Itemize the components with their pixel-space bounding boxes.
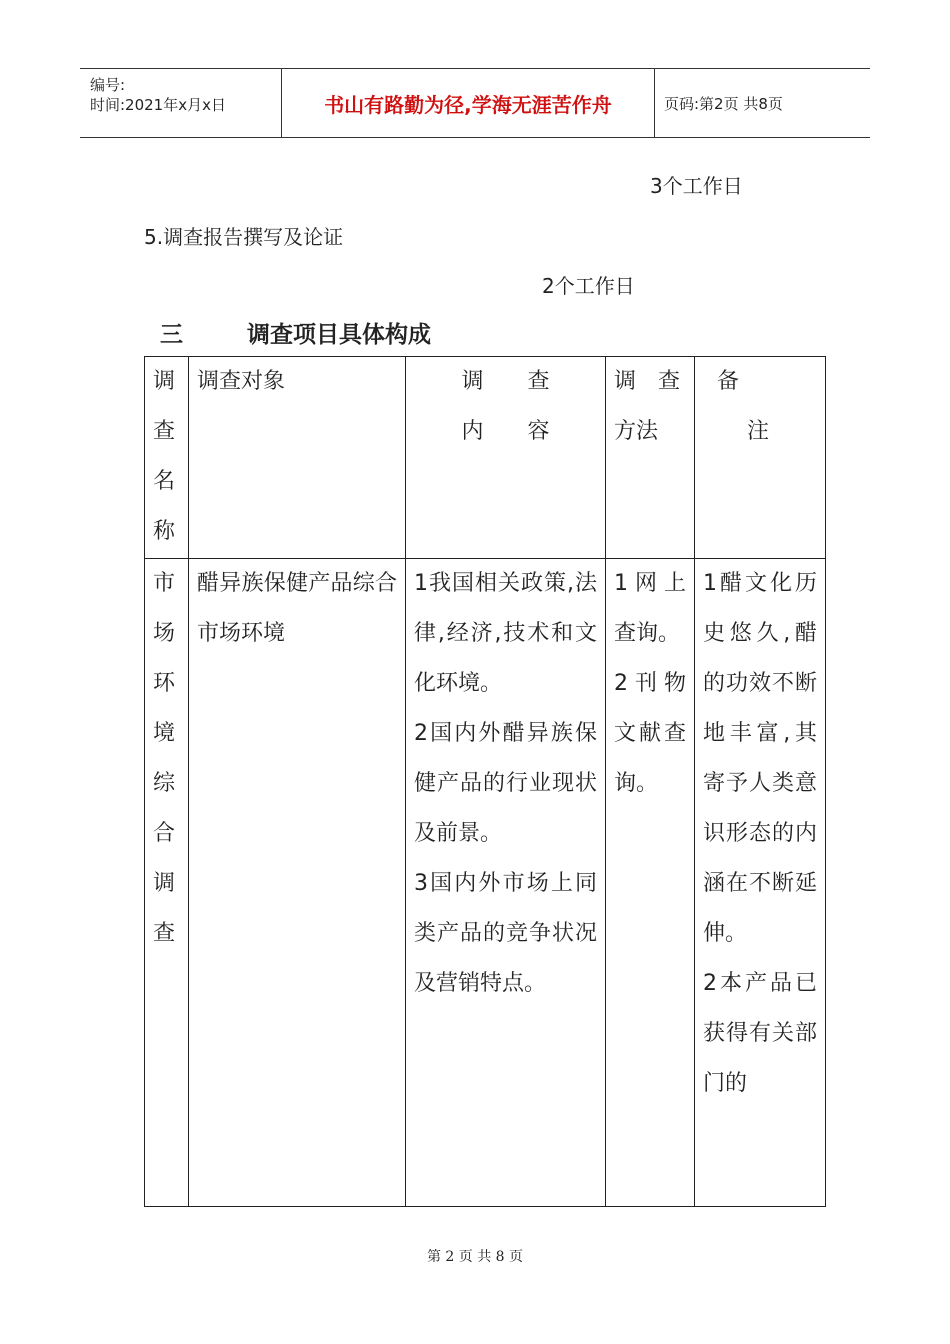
content-item: 3国内外市场上同类产品的竞争状况及营销特点。 xyxy=(414,871,597,996)
row-cell-method xyxy=(606,559,695,1207)
survey-table xyxy=(144,356,826,1207)
content-item: 1我国相关政策,法律,经济,技术和文化环境。 xyxy=(414,571,597,696)
page-footer: 第 2 页 共 8 页 xyxy=(426,1249,524,1265)
row-cell-note xyxy=(695,559,826,1207)
page-header xyxy=(80,68,870,138)
header-cell-name: 调查名称 xyxy=(145,357,189,559)
header-cell-content: 调 查 内 容 xyxy=(406,357,606,559)
header-cell-method: 调 查 方法 xyxy=(606,357,695,559)
method-item: 2刊物文献查询。 xyxy=(614,671,686,796)
duration-2-days: 2个工作日 xyxy=(542,274,635,298)
section-title: 调查项目具体构成 xyxy=(247,322,431,348)
note-item: 1醋文化历史悠久,醋的功效不断地丰富,其寄予人类意识形态的内涵在不断延伸。 xyxy=(703,571,817,946)
content-item: 2国内外醋异族保健产品的行业现状及前景。 xyxy=(414,721,597,846)
step-5-text: 5.调查报告撰写及论证 xyxy=(144,225,344,249)
header-motto: 书山有路勤为径,学海无涯苦作舟 xyxy=(324,92,612,117)
row-cell-name: 市场环境综合调查 xyxy=(145,559,189,1207)
header-cell-target: 调查对象 xyxy=(189,357,406,559)
time-label: 时间:2021年x月x日 xyxy=(90,96,226,114)
row-cell-content xyxy=(406,559,606,1207)
header-divider xyxy=(654,69,655,137)
row-cell-target: 醋异族保健产品综合市场环境 xyxy=(189,559,406,1207)
header-cell-note: 备 注 xyxy=(695,357,826,559)
note-item: 2本产品已获得有关部门的 xyxy=(703,971,817,1096)
table-header-row xyxy=(145,357,826,559)
section-number: 三 xyxy=(160,322,183,348)
number-label: 编号: xyxy=(90,76,126,94)
duration-3-days: 3个工作日 xyxy=(650,174,743,198)
section-heading xyxy=(160,316,431,349)
method-item: 1网上查询。 xyxy=(614,571,686,646)
header-page-info: 页码:第2页 共8页 xyxy=(664,94,783,113)
table-row xyxy=(145,559,826,1207)
header-left xyxy=(90,75,226,115)
